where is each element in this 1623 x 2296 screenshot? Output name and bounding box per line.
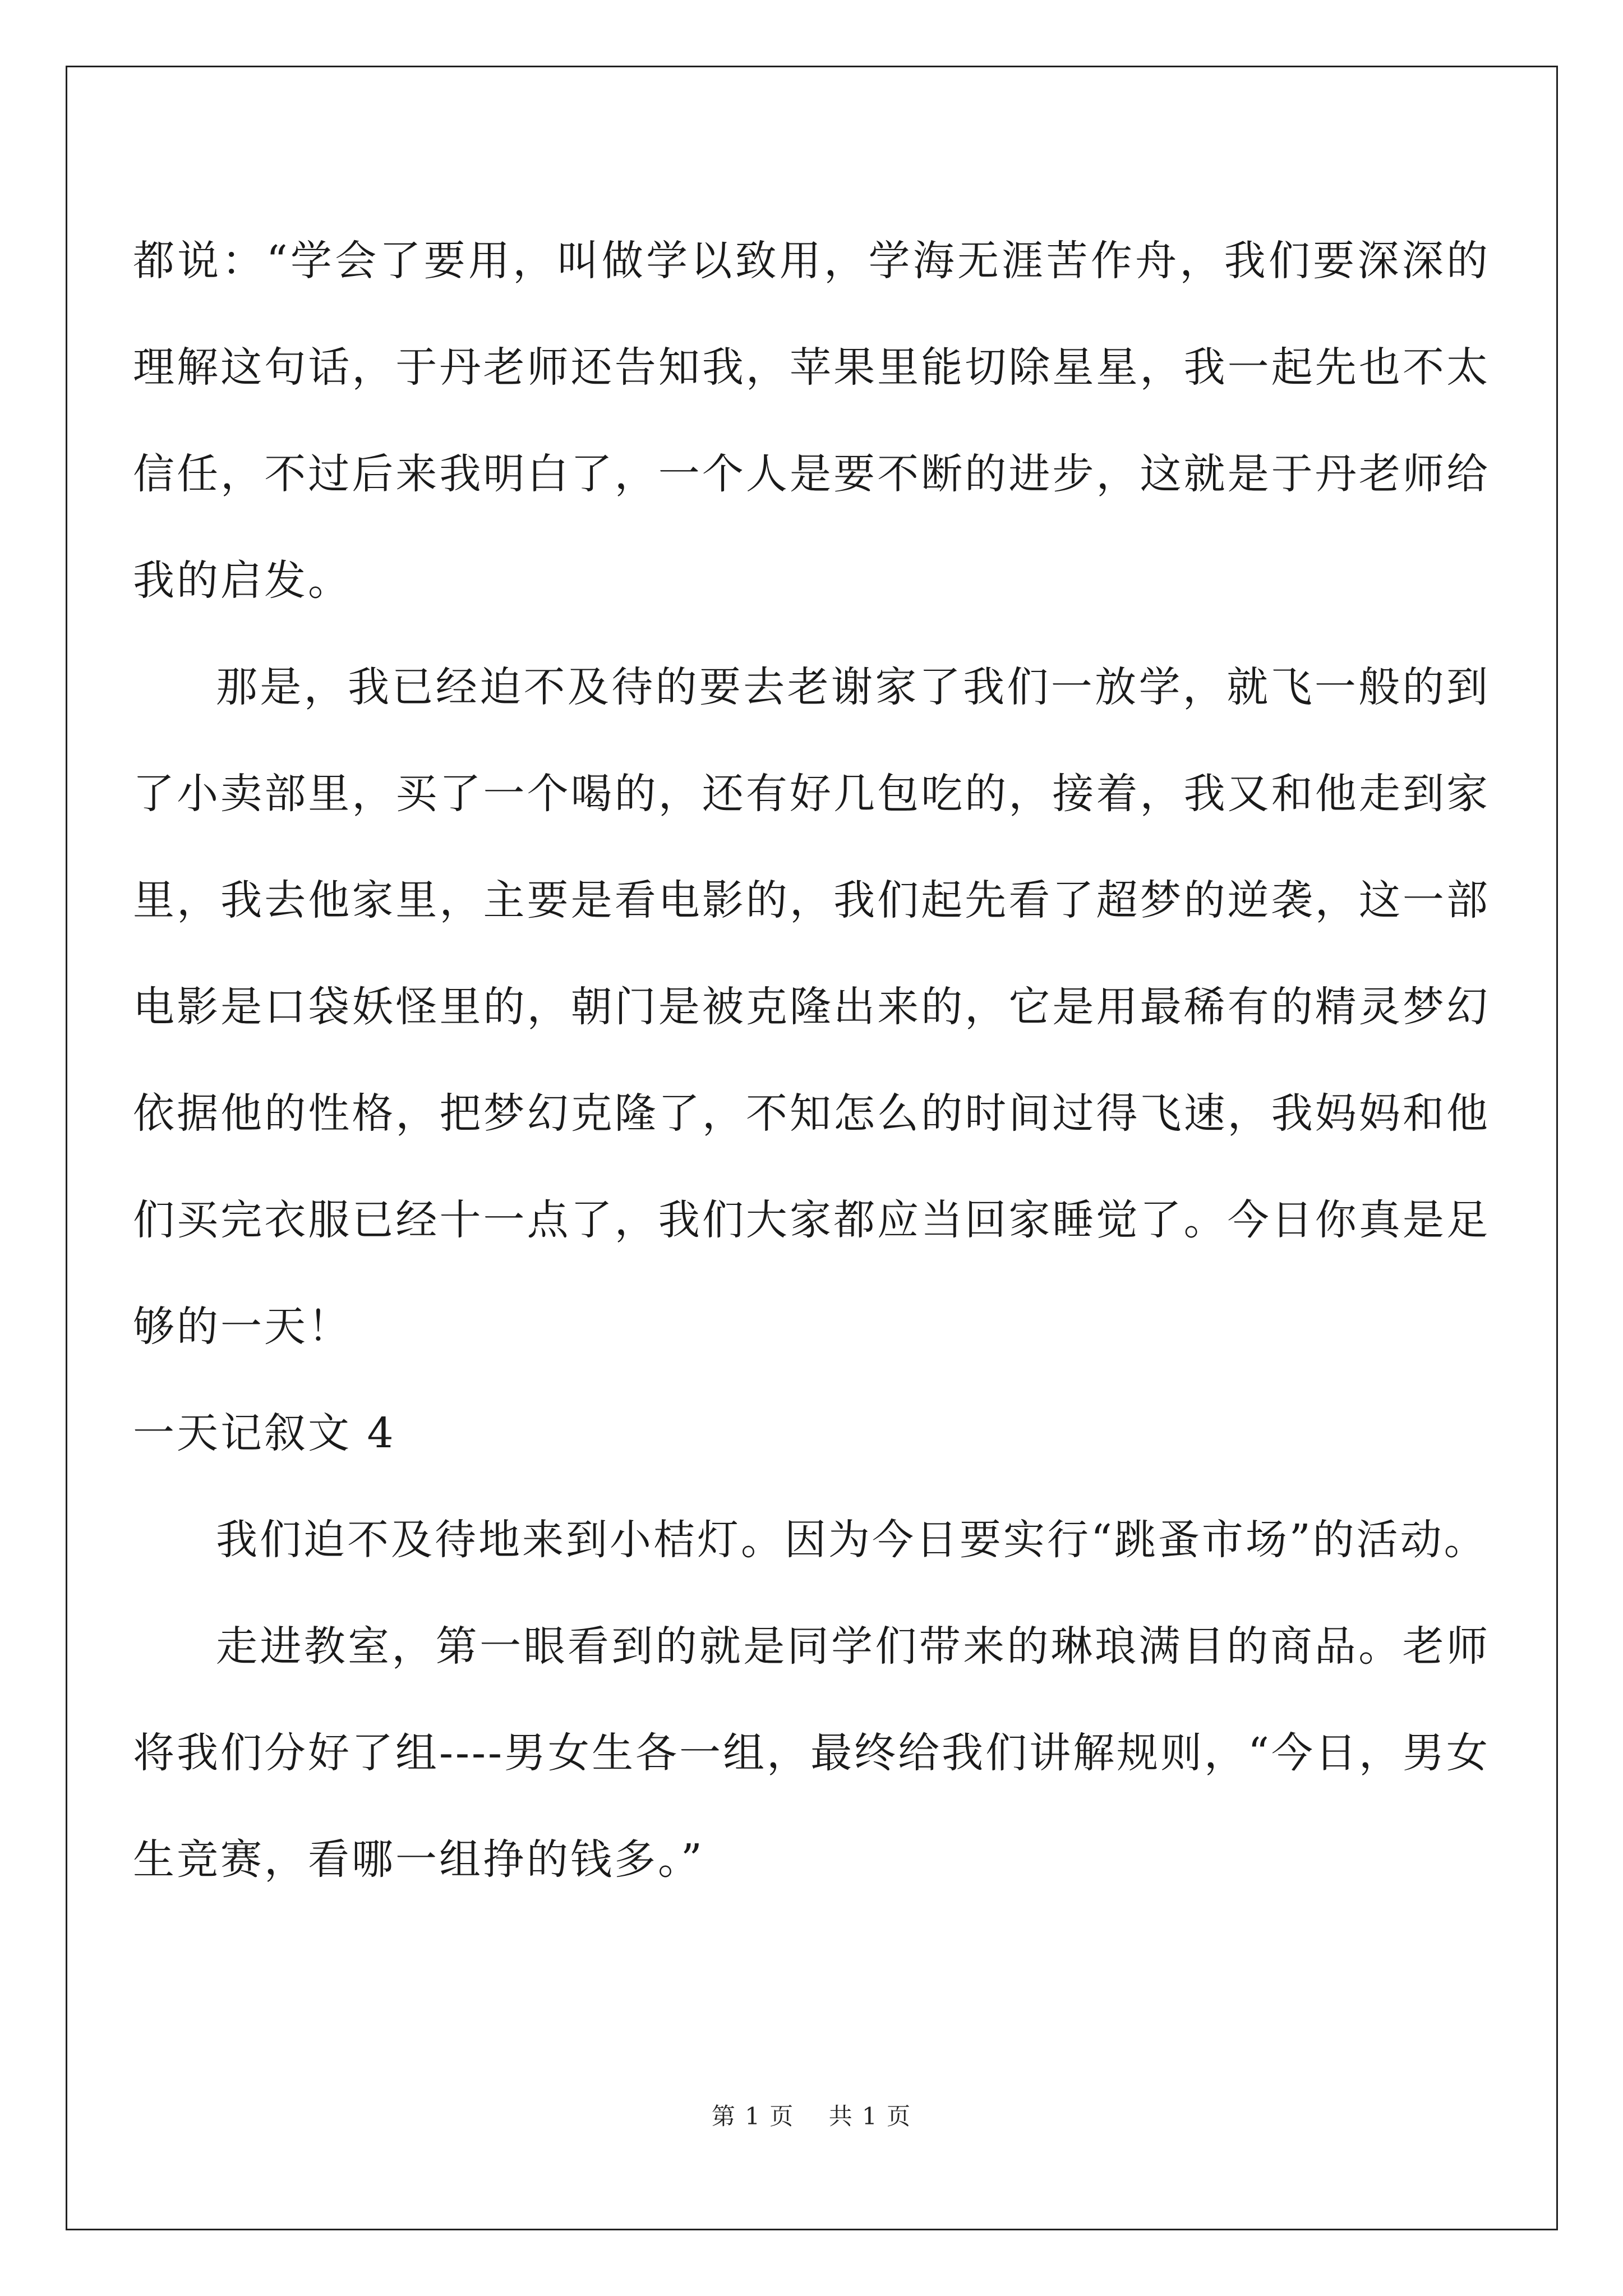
paragraph-1: 都说：“学会了要用，叫做学以致用，学海无涯苦作舟，我们要深深的理解这句话，于丹老师还告知我，苹果里能切除星星，我一起先也不太信任，不过后来我明白了，一个人是要不断的进步，这就是于丹老师给我的启发。 [133, 237, 1490, 605]
page-number-label: 第 1 页 共 1 页 [711, 2102, 912, 2130]
paragraph-2: 那是，我已经迫不及待的要去老谢家了我们一放学，就飞一般的到了小卖部里，买了一个喝的，还有好几包吃的，接着，我又和他走到家里，我去他家里，主要是看电影的，我们起先看了超梦的逆袭，这一部电影是口袋妖怪里的，朝门是被克隆出来的，它是用最稀有的精灵梦幻依据他的性格，把梦幻克隆了，不知怎么的时间过得飞速，我妈妈和他们买完衣服已经十一点了，我们大家都应当回家睡觉了。今日你真是足够的一天！ [133, 663, 1490, 1351]
page-footer [0, 2098, 1623, 2132]
document-body [133, 208, 1490, 1913]
section-heading: 一天记叙文 4 [133, 1409, 396, 1457]
paragraph-3: 我们迫不及待地来到小桔灯。因为今日要实行“跳蚤市场”的活动。 [216, 1516, 1488, 1564]
paragraph-4: 走进教室，第一眼看到的就是同学们带来的琳琅满目的商品。老师将我们分好了组----男女生各一组，最终给我们讲解规则，“今日，男女生竞赛，看哪一组挣的钱多。” [133, 1622, 1490, 1884]
